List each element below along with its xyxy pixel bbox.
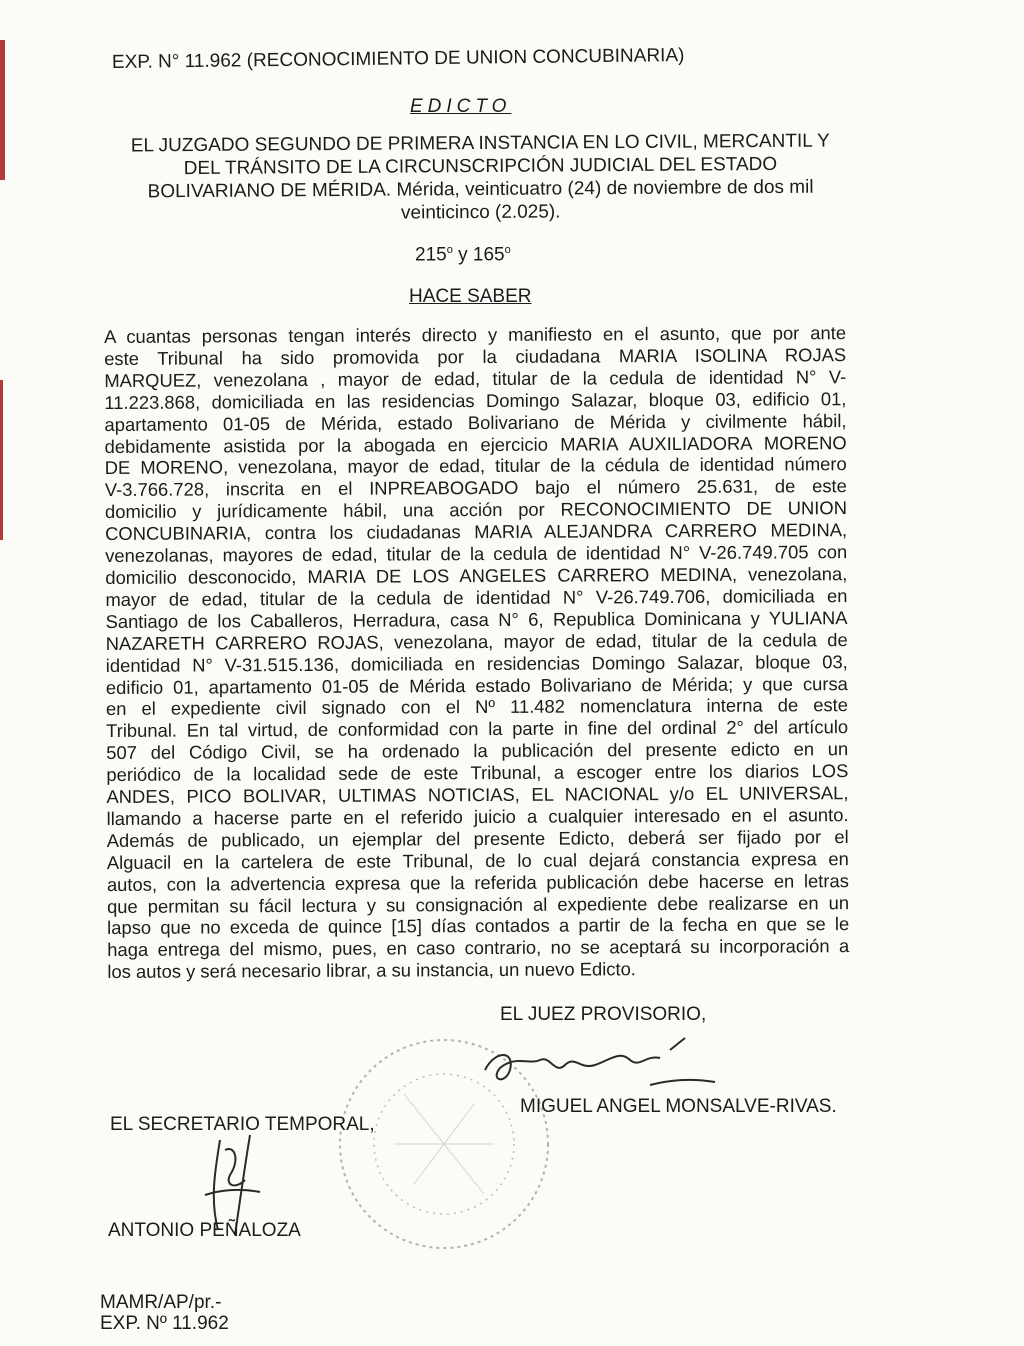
ordinal-mark: o	[504, 244, 511, 256]
secretary-title: EL SECRETARIO TEMPORAL,	[110, 1114, 375, 1135]
footer-block	[100, 1292, 229, 1334]
body-line: 11.223.868, domiciliada en las residencias Domingo Salazar, bloque 03, edificio 01,	[104, 387, 847, 413]
independence-federation-years	[415, 244, 511, 266]
body-line: en el expediente civil signado con el Nº 11.482 nomenclatura interna de este	[105, 694, 849, 720]
body-line: haga entrega del mismo, pues, en caso contrario, no se aceptará su incorporación a	[107, 935, 850, 961]
secretary-name: ANTONIO PEÑALOZA	[108, 1220, 301, 1241]
body-line: apartamento 01-05 de Mérida, estado Bolivariano de Mérida y civilmente hábil,	[104, 409, 847, 435]
scan-edge-mark	[0, 380, 3, 540]
year-connector: y	[458, 244, 468, 266]
body-line: 507 del Código Civil, se ha ordenado la publicación del presente edicto en un	[106, 738, 849, 764]
body-line: Tribunal. En tal virtud, de conformidad con la parte in fine del ordinal 2° del artículo	[106, 716, 849, 742]
body-line: que permitan su fácil lectura y su consignación al expediente debe realizarse en un	[106, 891, 850, 917]
body-line: llamando a hacerse parte en el referido juicio a cualquier interesado en el asunto.	[106, 804, 849, 829]
court-line: BOLIVARIANO DE MÉRIDA. Mérida, veinticuatro (24) de noviembre de dos mil	[147, 176, 814, 203]
body-line: DE MORENO, venezolana, mayor de edad, titular de la cédula de identidad número	[104, 453, 847, 479]
body-line: MARQUEZ, venezolana , mayor de edad, titular de la cedula de identidad N° V-	[104, 365, 847, 391]
hace-saber-heading: HACE SABER	[409, 286, 532, 307]
ordinal-mark: o	[446, 244, 453, 256]
footer-initials: MAMR/AP/pr.-	[100, 1292, 222, 1313]
body-line: periódico de la localidad sede de este Tribunal, a escoger entre los diarios LOS	[106, 760, 849, 786]
body-line: A cuantas personas tengan interés directo y manifiesto en el asunto, que por ante	[104, 322, 847, 347]
body-line: Santiago de los Caballeros, Herradura, casa N° 6, Republica Dominicana y YULIANA	[105, 606, 848, 632]
body-line: CONCUBINARIA, contra los ciudadanas MARIA ALEJANDRA CARRERO MEDINA,	[105, 519, 848, 545]
body-line: venezolanas, mayores de edad, titular de la cedula de identidad N° V-26.749.705 con	[105, 541, 848, 567]
court-heading	[108, 129, 854, 226]
body-line: autos, con la advertencia expresa que la referida publicación debe hacerse en letras	[106, 869, 849, 895]
body-line: ANDES, PICO BOLIVAR, ULTIMAS NOTICIAS, EL NACIONAL y/o EL UNIVERSAL,	[106, 782, 849, 808]
body-line: domicilio desconocido, MARIA DE LOS ANGELES CARRERO MEDINA, venezolana,	[105, 563, 848, 588]
judge-signature	[470, 1030, 730, 1100]
body-line: V-3.766.728, inscrita en el INPREABOGADO bajo el número 25.631, de este	[104, 475, 847, 501]
body-line: NAZARETH CARRERO ROJAS, venezolana, mayor de edad, titular de la cedula de	[105, 628, 848, 654]
body-line: mayor de edad, titular de la cedula de identidad N° V-26.749.706, domiciliada en	[105, 584, 848, 610]
judge-name: MIGUEL ANGEL MONSALVE-RIVAS.	[520, 1096, 837, 1117]
document-title: EDICTO	[410, 96, 512, 117]
footer-expediente: EXP. Nº 11.962	[100, 1313, 229, 1334]
body-line: edificio 01, apartamento 01-05 de Mérida estado Bolivariano de Mérida; y que cursa	[105, 672, 848, 698]
year-independence: 215	[415, 244, 447, 266]
court-line: DEL TRÁNSITO DE LA CIRCUNSCRIPCIÓN JUDICIAL DEL ESTADO	[183, 153, 778, 180]
court-line: veinticinco (2.025).	[400, 201, 561, 224]
body-line: los autos y será necesario librar, a su instancia, un nuevo Edicto.	[107, 958, 636, 983]
expediente-header: EXP. N° 11.962 (RECONOCIMIENTO DE UNION CONCUBINARIA)	[111, 45, 685, 73]
scan-edge-mark	[0, 40, 5, 180]
court-line: EL JUZGADO SEGUNDO DE PRIMERA INSTANCIA EN LO CIVIL, MERCANTIL Y	[130, 130, 830, 157]
body-line: Alguacil en la cartelera de este Tribunal, de lo cual dejará constancia expresa en	[106, 847, 849, 873]
body-line: este Tribunal ha sido promovida por la ciudadana MARIA ISOLINA ROJAS	[104, 344, 847, 369]
body-line: Además de publicado, un ejemplar del presente Edicto, deberá ser fijado por el	[106, 825, 849, 851]
body-line: domicilio y jurídicamente hábil, una acción por RECONOCIMIENTO DE UNION	[104, 497, 848, 523]
body-line: lapso que no exceda de quince [15] días contados a partir de la fecha en que se le	[107, 913, 850, 939]
body-line: debidamente asistida por la abogada en ejercicio MARIA AUXILIADORA MORENO	[104, 431, 847, 457]
edict-body	[104, 322, 849, 983]
year-federation: 165	[472, 244, 505, 266]
judge-title: EL JUEZ PROVISORIO,	[500, 1004, 707, 1025]
body-line: identidad N° V-31.515.136, domiciliada en residencias Domingo Salazar, bloque 03,	[105, 650, 848, 676]
